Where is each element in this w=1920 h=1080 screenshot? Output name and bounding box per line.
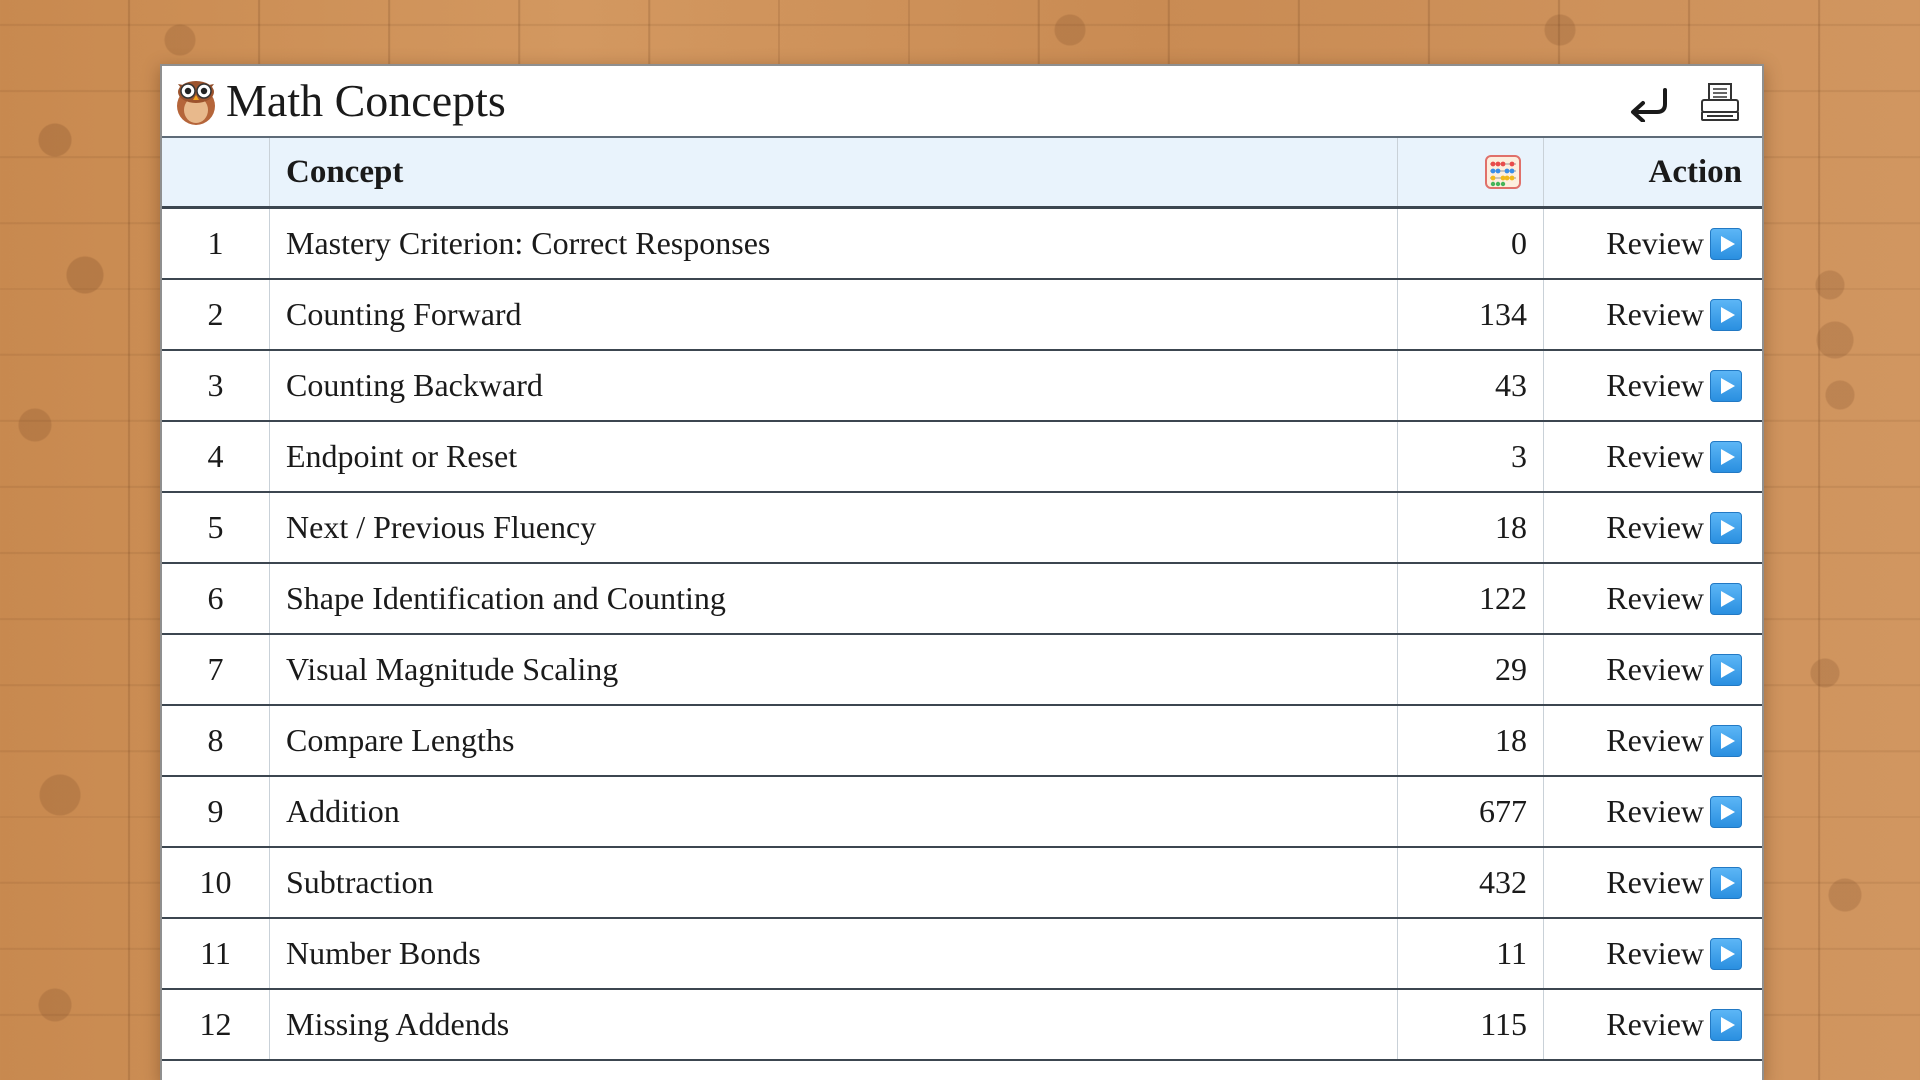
header-number	[162, 138, 270, 206]
row-action	[1544, 280, 1762, 349]
review-button[interactable]	[1606, 793, 1742, 830]
review-label: Review	[1606, 1006, 1704, 1042]
table-row	[162, 564, 1762, 635]
row-action	[1544, 209, 1762, 278]
review-label: Review	[1606, 793, 1704, 829]
table-header-row	[162, 138, 1762, 209]
review-label: Review	[1606, 864, 1704, 900]
table-body	[162, 209, 1762, 1061]
row-concept: Endpoint or Reset	[270, 422, 1398, 491]
row-concept: Addition	[270, 777, 1398, 846]
row-number: 8	[162, 706, 270, 775]
review-button[interactable]	[1606, 580, 1742, 617]
row-action	[1544, 564, 1762, 633]
header-concept: Concept	[270, 138, 1398, 206]
review-button[interactable]	[1606, 722, 1742, 759]
back-button[interactable]	[1624, 80, 1672, 124]
table-row	[162, 351, 1762, 422]
review-label: Review	[1606, 722, 1704, 758]
play-icon[interactable]	[1710, 441, 1742, 473]
table-row	[162, 706, 1762, 777]
row-concept: Subtraction	[270, 848, 1398, 917]
row-concept: Number Bonds	[270, 919, 1398, 988]
row-action	[1544, 919, 1762, 988]
printer-icon	[1699, 81, 1741, 123]
page-title: Math Concepts	[226, 75, 506, 126]
row-number: 12	[162, 990, 270, 1059]
owl-icon	[174, 76, 218, 126]
table-row	[162, 990, 1762, 1061]
play-icon[interactable]	[1710, 796, 1742, 828]
row-count: 29	[1398, 635, 1544, 704]
row-concept: Missing Addends	[270, 990, 1398, 1059]
row-number: 1	[162, 209, 270, 278]
play-icon[interactable]	[1710, 299, 1742, 331]
row-count: 3	[1398, 422, 1544, 491]
play-icon[interactable]	[1710, 654, 1742, 686]
play-icon[interactable]	[1710, 512, 1742, 544]
play-icon[interactable]	[1710, 228, 1742, 260]
review-button[interactable]	[1606, 509, 1742, 546]
row-count: 115	[1398, 990, 1544, 1059]
row-number: 7	[162, 635, 270, 704]
math-concepts-panel	[160, 64, 1764, 1080]
table-row	[162, 280, 1762, 351]
review-button[interactable]	[1606, 1006, 1742, 1043]
review-button[interactable]	[1606, 438, 1742, 475]
row-count: 122	[1398, 564, 1544, 633]
review-label: Review	[1606, 296, 1704, 332]
row-action	[1544, 635, 1762, 704]
play-icon[interactable]	[1710, 370, 1742, 402]
row-number: 3	[162, 351, 270, 420]
review-label: Review	[1606, 580, 1704, 616]
table-row	[162, 919, 1762, 990]
review-button[interactable]	[1606, 651, 1742, 688]
table-row	[162, 635, 1762, 706]
review-button[interactable]	[1606, 864, 1742, 901]
play-icon[interactable]	[1710, 725, 1742, 757]
row-concept: Shape Identification and Counting	[270, 564, 1398, 633]
review-label: Review	[1606, 438, 1704, 474]
print-button[interactable]	[1696, 80, 1744, 124]
row-number: 4	[162, 422, 270, 491]
row-number: 5	[162, 493, 270, 562]
row-number: 11	[162, 919, 270, 988]
row-number: 9	[162, 777, 270, 846]
row-action	[1544, 422, 1762, 491]
review-button[interactable]	[1606, 935, 1742, 972]
review-button[interactable]	[1606, 225, 1742, 262]
row-concept: Mastery Criterion: Correct Responses	[270, 209, 1398, 278]
row-number: 10	[162, 848, 270, 917]
header-action: Action	[1648, 153, 1742, 190]
play-icon[interactable]	[1710, 938, 1742, 970]
row-count: 134	[1398, 280, 1544, 349]
row-number: 2	[162, 280, 270, 349]
row-count: 432	[1398, 848, 1544, 917]
row-action	[1544, 706, 1762, 775]
table-row	[162, 493, 1762, 564]
row-concept: Counting Backward	[270, 351, 1398, 420]
row-concept: Compare Lengths	[270, 706, 1398, 775]
concepts-table	[162, 138, 1762, 1061]
title-bar	[162, 66, 1762, 138]
row-count: 18	[1398, 493, 1544, 562]
row-concept: Visual Magnitude Scaling	[270, 635, 1398, 704]
table-row	[162, 422, 1762, 493]
row-number: 6	[162, 564, 270, 633]
row-count: 0	[1398, 209, 1544, 278]
play-icon[interactable]	[1710, 867, 1742, 899]
row-count: 677	[1398, 777, 1544, 846]
play-icon[interactable]	[1710, 1009, 1742, 1041]
row-action	[1544, 351, 1762, 420]
review-label: Review	[1606, 509, 1704, 545]
review-label: Review	[1606, 367, 1704, 403]
row-concept: Next / Previous Fluency	[270, 493, 1398, 562]
abacus-icon	[1485, 155, 1521, 189]
row-action	[1544, 777, 1762, 846]
table-row	[162, 848, 1762, 919]
table-row	[162, 777, 1762, 848]
header-count	[1398, 138, 1544, 206]
table-row	[162, 209, 1762, 280]
row-action	[1544, 493, 1762, 562]
review-button[interactable]	[1606, 367, 1742, 404]
back-arrow-icon	[1625, 82, 1671, 122]
review-button[interactable]	[1606, 296, 1742, 333]
review-label: Review	[1606, 225, 1704, 261]
row-action	[1544, 990, 1762, 1059]
row-count: 43	[1398, 351, 1544, 420]
play-icon[interactable]	[1710, 583, 1742, 615]
review-label: Review	[1606, 651, 1704, 687]
row-action	[1544, 848, 1762, 917]
row-concept: Counting Forward	[270, 280, 1398, 349]
review-label: Review	[1606, 935, 1704, 971]
row-count: 18	[1398, 706, 1544, 775]
row-count: 11	[1398, 919, 1544, 988]
